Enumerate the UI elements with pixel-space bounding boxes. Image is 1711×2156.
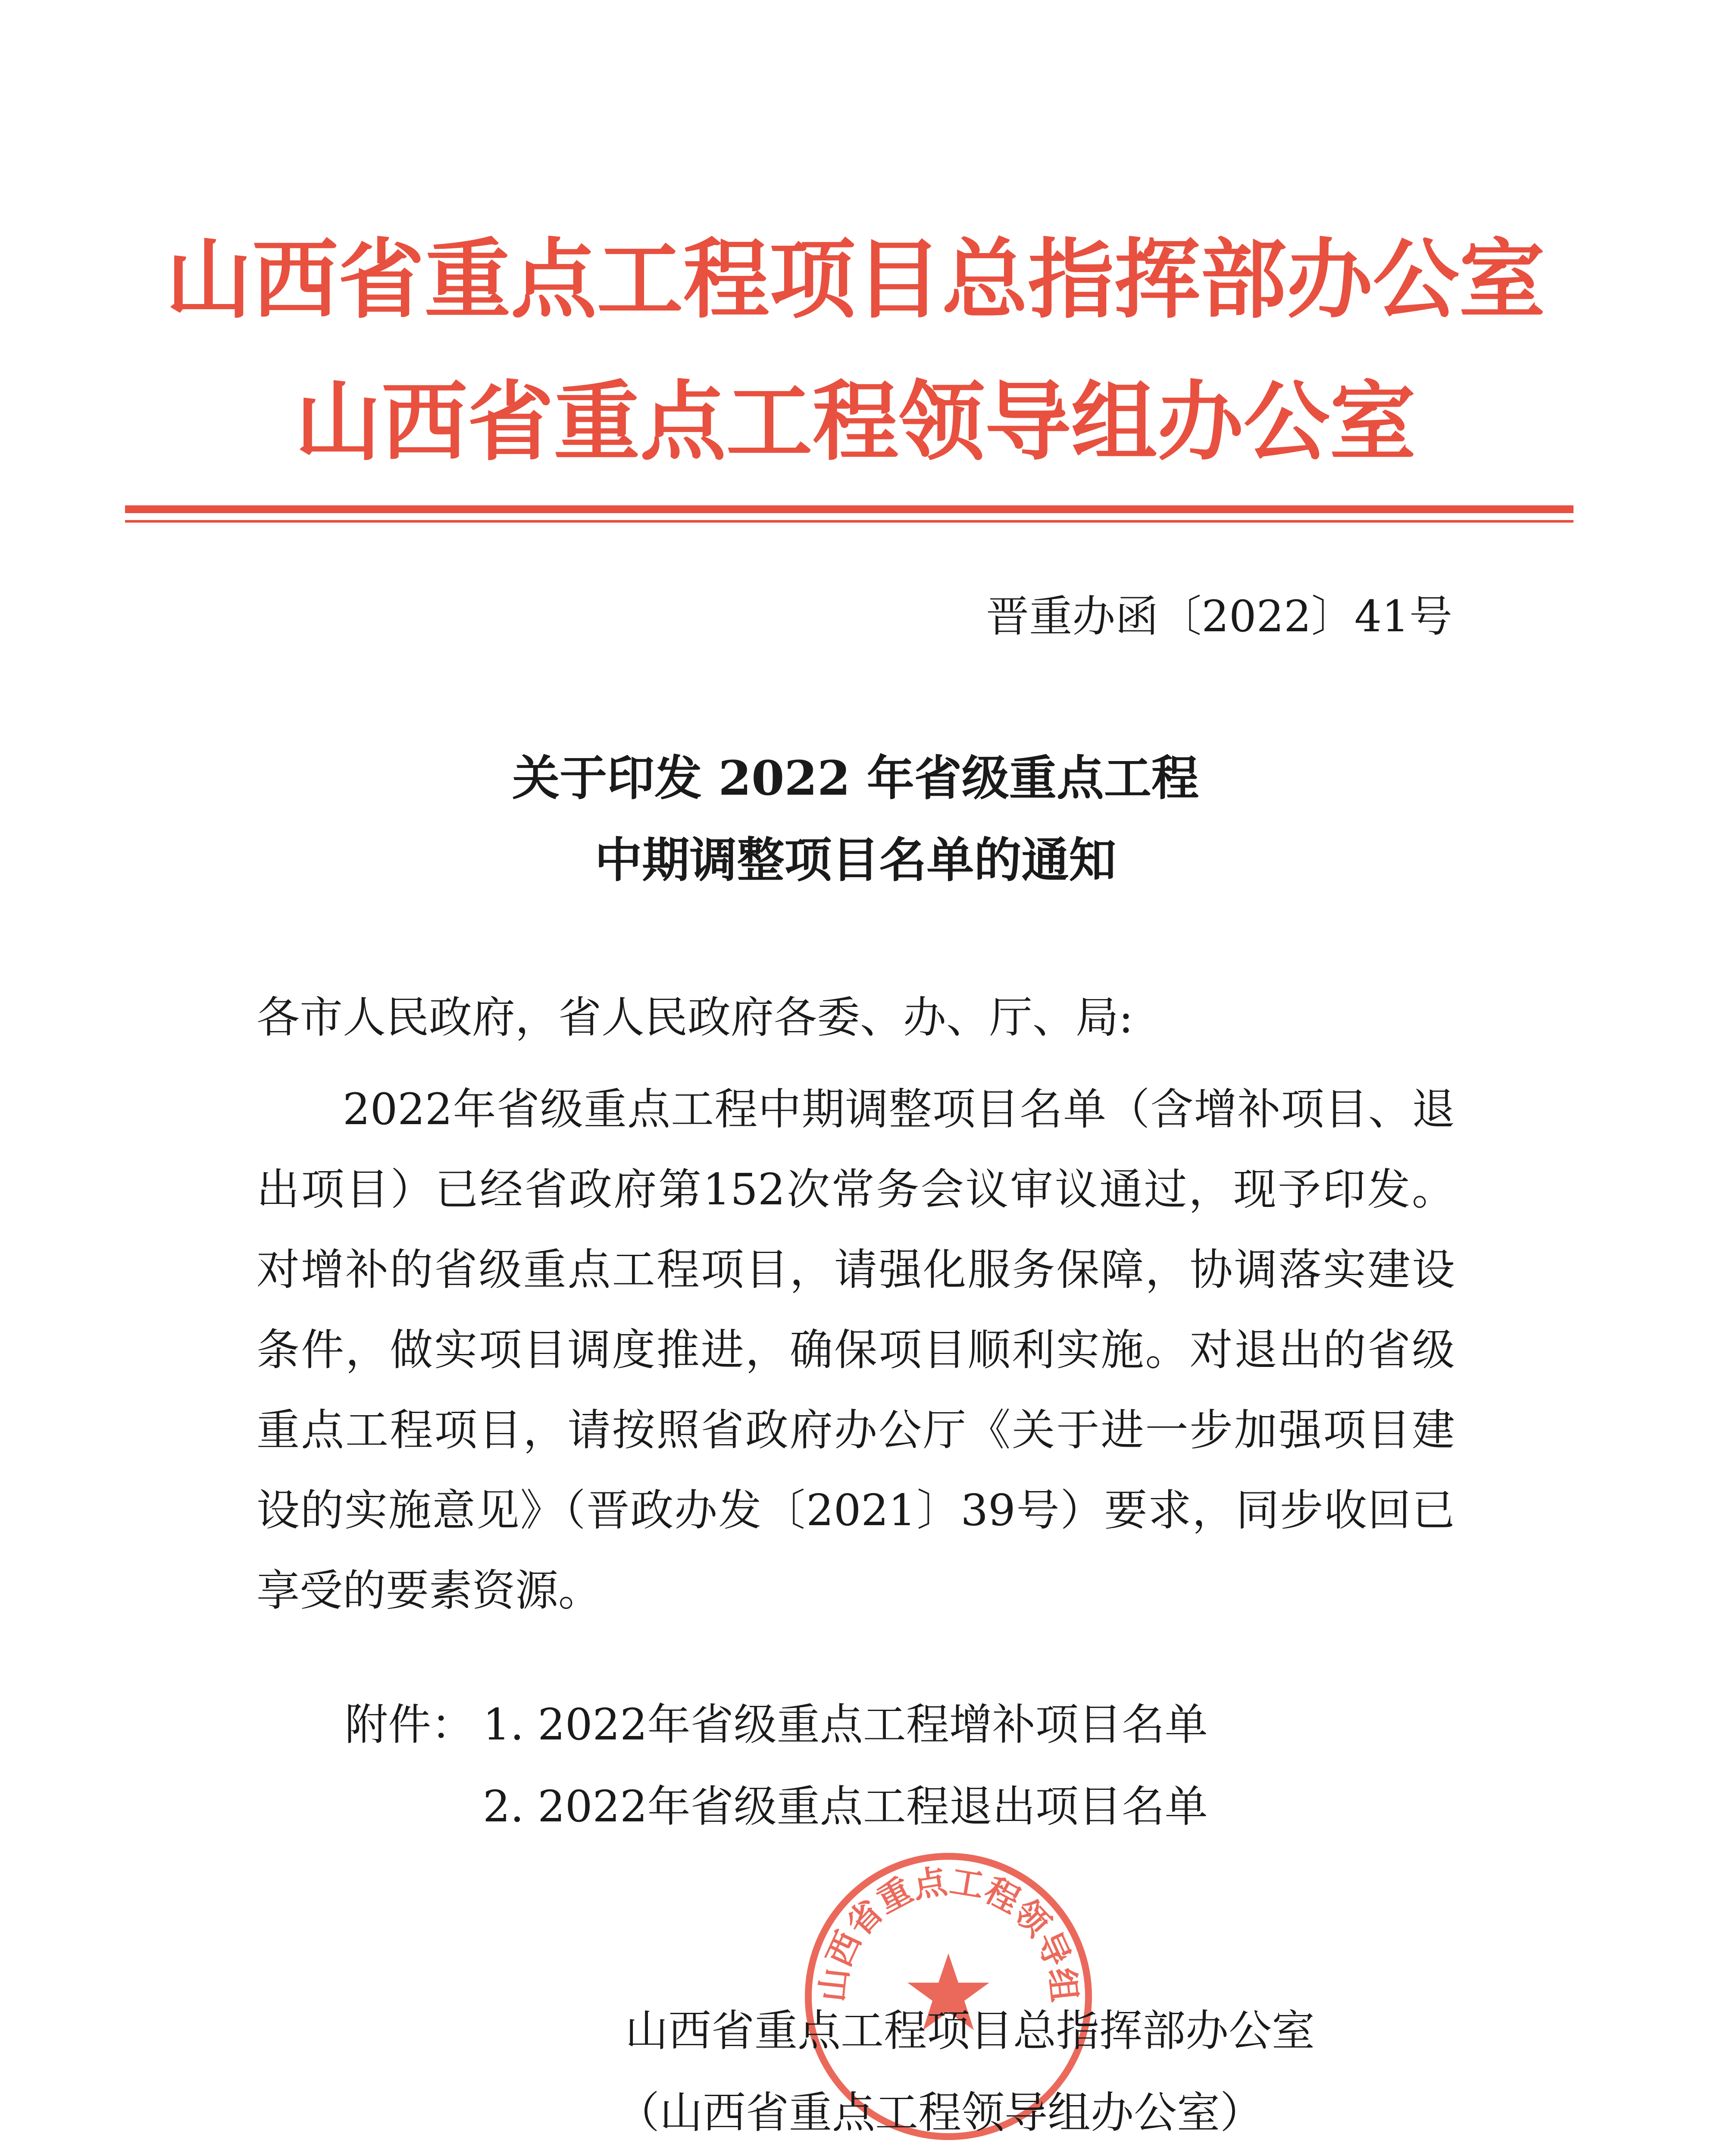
header-rule-thick (125, 505, 1573, 513)
document-title-line-2: 中期调整项目名单的通知 (594, 832, 1117, 888)
document-title-line-1: 关于印发 2022 年省级重点工程 (512, 750, 1199, 806)
seal-text: 山西省重点工程领导组 (813, 1862, 1084, 2004)
document-number: 晋重办函〔2022〕41号 (986, 591, 1452, 642)
attachment-item-1: 1. 2022年省级重点工程增补项目名单 (483, 1699, 1208, 1750)
salutation: 各市人民政府，省人民政府各委、办、厅、局: (256, 992, 1133, 1043)
signature-org-line-2: （山西省重点工程领导组办公室） (616, 2087, 1263, 2138)
header-org-line-2: 山西省重点工程领导组办公室 (295, 372, 1416, 473)
attachments-label: 附件： (345, 1699, 474, 1750)
attachment-item-2: 2. 2022年省级重点工程退出项目名单 (483, 1781, 1208, 1832)
header-rule-thin (125, 520, 1573, 523)
body-paragraph: 2022年省级重点工程中期调整项目名单（含增补项目、退出项目）已经省政府第152次常务会议审议通过，现予印发。对增补的省级重点工程项目，请强化服务保障，协调落实建设条件，做实项目调度推进，确保项目顺利实施。对退出的省级重点工程项目，请按照省政府办公厅《关于进一步加强项目建设的实施意见》（晋政办发〔2021〕39号）要求，同步收回已享受的要素资源。 (256, 1084, 1455, 1616)
header-org-line-1: 山西省重点工程项目总指挥部办公室 (166, 230, 1545, 330)
signature-org-line-1: 山西省重点工程项目总指挥部办公室 (625, 2006, 1315, 2056)
